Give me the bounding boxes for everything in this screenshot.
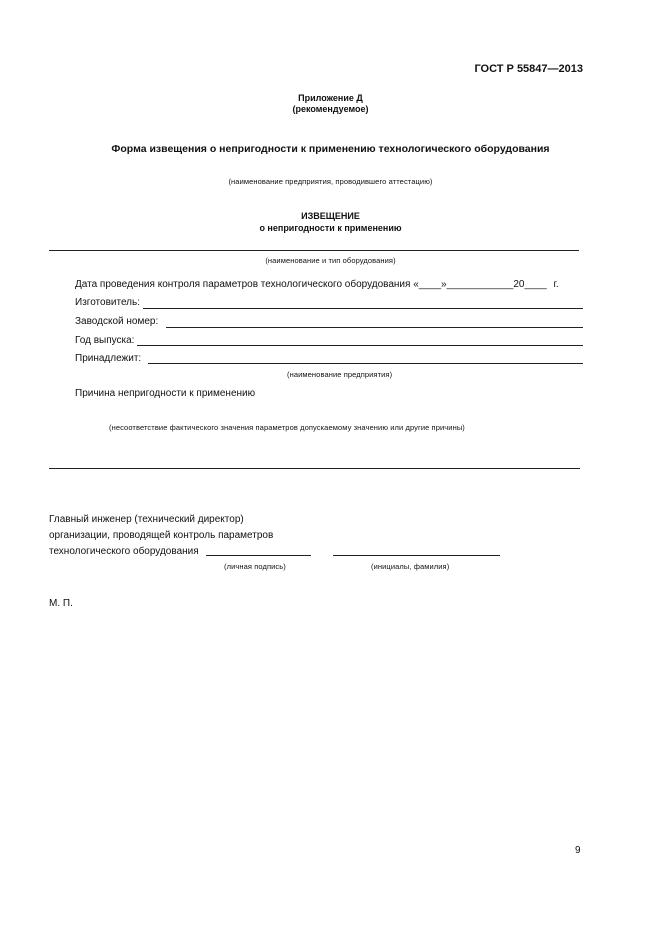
owner-line [148, 363, 583, 364]
reason-label: Причина непригодности к применению [75, 388, 256, 399]
caption-owner: (наименование предприятия) [287, 370, 393, 379]
date-suffix: г. [553, 279, 559, 290]
notice-title: ИЗВЕЩЕНИЕ [301, 211, 360, 221]
signature-line [206, 555, 311, 556]
standard-number: ГОСТ Р 55847—2013 [474, 63, 583, 75]
reason-line [49, 468, 580, 469]
date-year-blank: ____ [524, 279, 547, 290]
serial-line [166, 327, 583, 328]
form-title: Форма извещения о непригодности к применению технологического оборудования [111, 143, 550, 155]
manufacturer-label: Изготовитель: [75, 297, 140, 308]
notice-subtitle: о непригодности к применению [259, 223, 402, 233]
owner-label: Принадлежит: [75, 353, 142, 364]
date-label: Дата проведения контроля параметров технологического оборудования « [75, 279, 419, 290]
page-number: 9 [575, 845, 581, 856]
date-row [75, 279, 585, 290]
caption-reason: (несоответствие фактического значения параметров допускаемому значению или другие причины) [109, 423, 465, 432]
signer-line1: Главный инженер (технический директор) [49, 514, 244, 525]
signer-line2: организации, проводящей контроль параметров [49, 530, 274, 541]
appendix-title: Приложение Д [298, 93, 363, 103]
year-line [137, 345, 583, 346]
serial-label: Заводской номер: [75, 316, 159, 327]
manufacturer-line [143, 308, 583, 309]
year-label: Год выпуска: [75, 335, 135, 346]
date-day-blank: ____» [418, 279, 447, 290]
caption-initials: (инициалы, фамилия) [371, 562, 450, 571]
stamp-label: М. П. [49, 598, 73, 609]
signer-line3: технологического оборудования [49, 546, 199, 557]
caption-signature: (личная подпись) [224, 562, 286, 571]
caption-enterprise: (наименование предприятия, проводившего аттестацию) [228, 177, 433, 186]
initials-line [333, 555, 500, 556]
appendix-note: (рекомендуемое) [292, 104, 369, 114]
caption-equipment: (наименование и тип оборудования) [265, 256, 396, 265]
date-month-blank: ____________20 [446, 279, 525, 290]
equipment-line [49, 250, 579, 251]
